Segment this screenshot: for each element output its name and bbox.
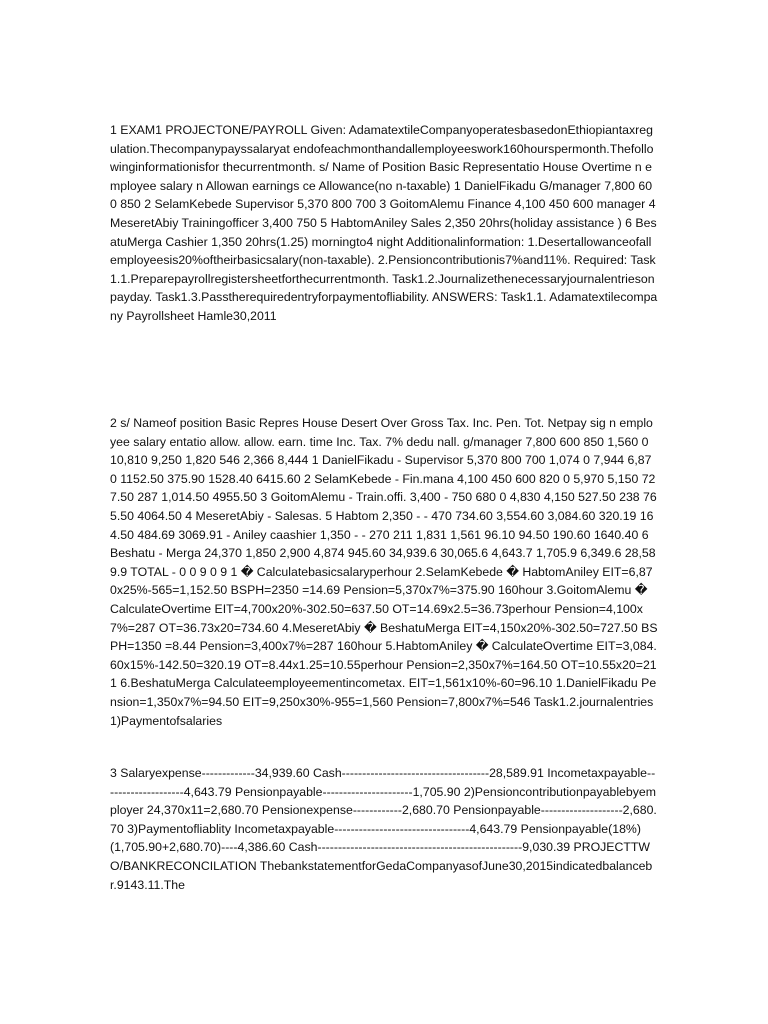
page-3-text: 3 Salaryexpense-------------34,939.60 Cash------------------------------------28,589.91 Incometaxpayable--------------------4,643.79 Pensionpayable----------------------1,705.90 2)Pensioncontributionpayablebyemployer 24,370x11=2,680.70 Pensionexpense------------2,680.70 Pensionpayable--------------------2,680.70 3)Paymentofliablity Incometaxpayable---------------------------------4,643.79 Pensionpayable(18%) (1,705.90+2,680.70)----4,386.60 Cash--------------------------------------------------9,030.39 PROJECTTWO/BANKRECONCILATION ThebankstatementforGedaCompanyasofJune30,2015indicatedbalancebr.9143.11.The [110,766,657,892]
page-1-text: 1 EXAM1 PROJECTONE/PAYROLL Given: AdamatextileCompanyoperatesbasedonEthiopiantaxregulation.Thecompanypayssalaryat endofeachmonthandallemployeeswork160hourspermonth.Thefollowinginformationisfor thecurrentmonth. s/ Name of Position Basic Representatio House Overtime n employee salary n Allowan earnings ce Allowance(no n-taxable) 1 DanielFikadu G/manager 7,800 600 850 2 SelamKebede Supervisor 5,370 800 700 3 GoitomAlemu Finance 4,100 450 600 manager 4 MeseretAbiy Trainingofficer 3,400 750 5 HabtomAniley Sales 2,350 20hrs(holiday assistance ) 6 BesatuMerga Cashier 1,350 20hrs(1.25) morningto4 night Additionalinformation: 1.Desertallowanceofallemployeesis20%oftheirbasicsalary(non-taxable). 2.Pensioncontributionis7%and11%. Required: Task1.1.Preparepayrollregistersheetforthecurrentmonth. Task1.2.Journalizethenecessaryjournalentriesonpayday. Task1.3.Passtherequiredentryforpaymentofliability. ANSWERS: Task1.1. Adamatextilecompany Payrollsheet Hamle30,2011 [110,123,658,323]
page-2-text: 2 s/ Nameof position Basic Repres House Desert Over Gross Tax. Inc. Pen. Tot. Netpay sig n employee salary entatio allow. allow. earn. time Inc. Tax. 7% dedu nall. g/manager 7,800 600 850 1,560 0 10,810 9,250 1,820 546 2,366 8,444 1 DanielFikadu - Supervisor 5,370 800 700 1,074 0 7,944 6,870 1152.50 375.90 1528.40 6415.60 2 SelamKebede - Fin.mana 4,100 450 600 820 0 5,970 5,150 727.50 287 1,014.50 4955.50 3 GoitomAlemu - Train.offi. 3,400 - 750 680 0 4,830 4,150 527.50 238 765.50 4064.50 4 MeseretAbiy - Salesas. 5 Habtom 2,350 - - 470 734.60 3,554.60 3,084.60 320.19 164.50 484.69 3069.91 - Aniley caashier 1,350 - - 270 211 1,831 1,561 96.10 94.50 190.60 1640.40 6 Beshatu - Merga 24,370 1,850 2,900 4,874 945.60 34,939.6 30,065.6 4,643.7 1,705.9 6,349.6 28,589.9 TOTAL - 0 0 9 0 9 1 � Calculatebasicsalaryperhour 2.SelamKebede � HabtomAniley EIT=6,870x25%-565=1,152.50 BSPH=2350 =14.69 Pension=5,370x7%=375.90 160hour 3.GoitomAlemu � CalculateOvertime EIT=4,700x20%-302.50=637.50 OT=14.69x2.5=36.73perhour Pension=4,100x7%=287 OT=36.73x20=734.60 4.MeseretAbiy � BeshatuMerga EIT=4,150x20%-302.50=727.50 BSPH=1350 =8.44 Pension=3,400x7%=287 160hour 5.HabtomAniley � CalculateOvertime EIT=3,084.60x15%-142.50=320.19 OT=8.44x1.25=10.55perhour Pension=2,350x7%=164.50 OT=10.55x20=211 6.BeshatuMerga Calculateemployeementincometax. EIT=1,561x10%-60=96.10 1.DanielFikadu Pension=1,350x7%=94.50 EIT=9,250x30%-955=1,560 Pension=7,800x7%=546 Task1.2.journalentries 1)Paymentofsalaries [110,416,658,728]
